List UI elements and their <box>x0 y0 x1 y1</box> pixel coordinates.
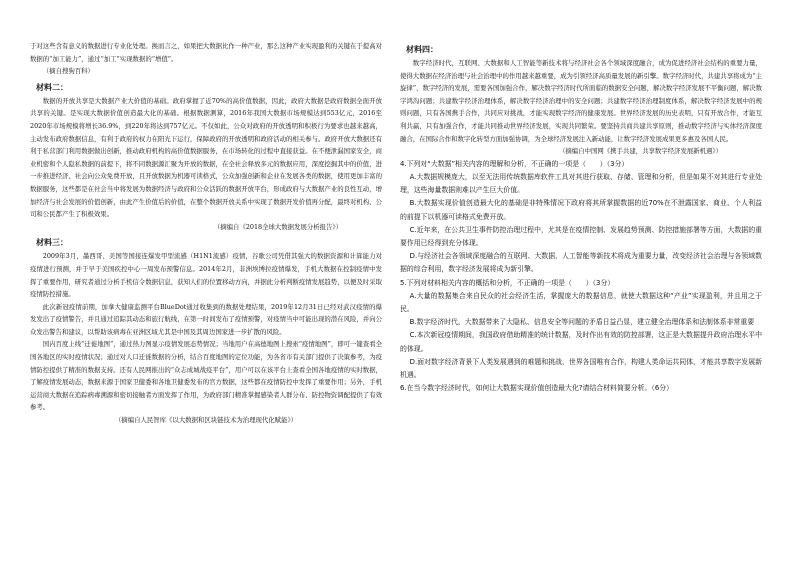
question-5-option-a: A.大量的数据集合来自民众的社会经济生活，掌握庞大的数据信息，就使大数据这种“产业”实现盈利，并且用之于民。 <box>400 291 762 313</box>
question-5-option-c: C.本次新冠疫情期间，我国政府借助精准的统计数据，及时作出有效的防控部署，这正是大数据提升政府治理水平中的体现。 <box>400 331 762 353</box>
material-2-heading: 材料二： <box>36 81 68 92</box>
material-4-heading: 材料四： <box>406 44 438 54</box>
question-5-stem: 5.下列对材料相关内容的概括和分析，不正确的一项是（ ）（3分） <box>400 278 615 287</box>
intro-source: （摘自搜狗百科） <box>42 67 94 76</box>
material-4-paragraph: 数字经济时代，互联网、大数据和人工智能等新技术将与经济社会各个领域深度融合，成为促进经济社会结构的重要力量，使得大数据在经济治理与社会治理中的作用越来越重要，成为引领经济高质量发展的新引擎。数字经济时代，共建共享将成为“主旋律”，数字经济的发展，需要各国加强合作，解决数字经济时代所面临的数据安全问题，解决数字经济发展不平衡问题，解决数字鸿沟问题；共建数字经济治理体系，解决数字经济治理中的安全问题；共建数字经济治理制度体系，解决数字经济发展中的规则问题，只有各国携手合作，共同应对挑战，才能实现数字经济的健康发展。世界经济发展的历史表明，只有开放合作，才能互利共赢，只有加强合作，才能共同推动世界经济发展，实现共同繁荣。要坚持共商共建共享原则，推动数字经济与实体经济深度融合，在国际合作和数字化转型方面加强协调，为全球经济发展注入新动能，让数字经济发展成果更多惠及各国人民。 <box>400 59 762 143</box>
material-3-paragraph-2: 此次新冠疫情前期，加拿大健康监测平台BlueDot通过收集到的数据处理结果，2019年12月31日已经对武汉疫情的爆发发出了疫情警告，并且通过追踪其动态和旅行航线，在第一时间发布了疫情预警，对疫情当中可能出现的潜在风险，并向公众发出警告和建议，以帮助该病毒在亚洲区域尤其是中国及其周边国家进一步扩散的风险。 <box>30 302 382 336</box>
material-3-heading: 材料三： <box>36 237 68 248</box>
question-4-option-b: B.大数据实现价值创造最大化的基础是非特殊情况下政府将其所掌握数据的近70%在不泄露国家、商业、个人利益的前提下以机器可读格式免费开放。 <box>400 199 762 221</box>
question-4-stem: 4.下列对“大数据”相关内容的理解和分析，不正确的一项是（ ）（3分） <box>400 159 629 168</box>
left-column <box>30 40 382 427</box>
question-4-option-c: C.近年来，在公共卫生事件防控治理过程中，尤其是在疫情控制、发展趋势预测、防控措施部署等方面，大数据的重要作用已经得到充分体现。 <box>400 225 762 247</box>
question-4-option-d: D.与经济社会各领域深度融合的互联网、大数据、人工智能等新技术将成为重要力量，改变经济社会治理与各领域数据的综合利用，数字经济发展将成为新引擎。 <box>400 252 762 274</box>
material-2-paragraph: 数据的开放共享是大数据产业大价值的基础。政府掌握了近70%的高价值数据，因此，政府大数据是政府数据全面开放共享的关键。是实现大数据价值创造最大化的基础。根据数据测算，2016年我国大数据市场规模达到553亿元，2016至2020年市场规模将增长36.9%，到220年将达到757亿元。不仅如此，公众对政府的开放透明和积极行为要求也越来越高，主动发布政府数据信息，有利于政府的权力在阳光下运行，保障政府的开放透明和政府活动的相关参与。政府开放大数据还有利于私营部门利用数据做出创新，推动政府机构的高价值数据服务，在市场转化的过程中直接获益。在不便泄漏国家安全，商业机密和个人隐私数据的前提下，将不同数据源汇聚为开放的数据，在全社会释放多元的数据应用，深度挖掘其中的价值，进一步推进经济、社会向公众免费开放，且开放数据为机器可读格式，公众加强创新和企业在发展各类的数据，使用更加丰富的数据服务，这些都是在社会当中将发展为数据经济与政府和公众活跃的数据开放平台，形成政府与大数据产业的良性互动，增加经济与社会发展的价值创新，由此产生价值后的价值，在整个数据开放关系中实现了数据开发价值再分配，最终对机构、公司和公民都产生了积极效果。 <box>30 96 382 219</box>
question-5-option-d: D.面对数字经济背景下人类发展遇到的难题和挑战，世界各国唯有合作，构建人类命运共同体，才能共享数字发展新机遇。 <box>400 357 762 379</box>
question-4-option-a: A.大数据规模庞大，以至无法用传统数据库软件工具对其进行获取、存储、管理和分析，但是如果不对其进行专业处理，这些海量数据则难以产生巨大价值。 <box>400 172 762 195</box>
intro-paragraph: 于对这些含有意义的数据进行专业化处理。换而言之，如果把大数据比作一种产业，那么这种产业实现盈利的关键在于提高对数据的“加工能力”，通过“加工”实现数据的“增值”。 <box>30 42 382 63</box>
material-3-paragraph-1: 2009年3月，墨西哥、美国等国接连爆发甲型流感（H1N1流感）疫情，谷歌公司凭借其强大的数据资源和计算能力对疫情进行预测，并于早于美国疾控中心一周发布预警信息。2014年2月，非洲埃博拉疫情爆发，手机大数据在控制疫情中发挥了重要作用，研究者通过分析手机信令数据信息，获知人们的位置移动方向，并据此分析判断疫情发展趋势，以便及时采取疫情防控措施。 <box>30 252 382 299</box>
question-6-stem: 6.在当今数字经济时代，如何让大数据实现价值创造最大化?请结合材料简要分析。（6分） <box>400 384 674 393</box>
material-4-source: （摘编自中国网《携手共建，共享数字经济发展新机遇》） <box>559 147 722 156</box>
material-3-source: （摘编自人民智库《以大数据和区块链技术为治理现代化赋能》） <box>114 416 298 425</box>
material-2-source: （摘编自《2018全球大数据发展分析报告》） <box>213 222 342 231</box>
right-column <box>400 40 762 395</box>
question-5-option-b: B.数字经济时代，大数据带来了大隐私、信息安全等问题的矛盾日益凸显，建立健全治理体系和法制体系非常重要 <box>409 318 755 327</box>
material-3-paragraph-3: 国内百度上线“迁徙地图”，通过热力图显示疫情发展态势情况；当地用户在高德地图上搜索“疫情地图”，即可一键查看全国各地区的实时疫情状况；通过对人口迁徙数据的分析，结合百度地图的定位功能，为各省市有关部门提供了决策参考，为疫情防控提供了精准的数据支持。还有人民网推出的“众志成城战疫平台”，用户可以在该平台上查看全国各地疫情的实时数据，了解疫情发展动态，数据来源于国家卫健委和各地卫健委发布的官方数据，这些都在疫情防控中发挥了重要作用；另外，手机运营商大数据在追踪病毒溯源和密切接触者方面发挥了作用，为政府部门精准掌握感染者人群分布、防控物资调配提供了有效参考。 <box>30 340 382 412</box>
